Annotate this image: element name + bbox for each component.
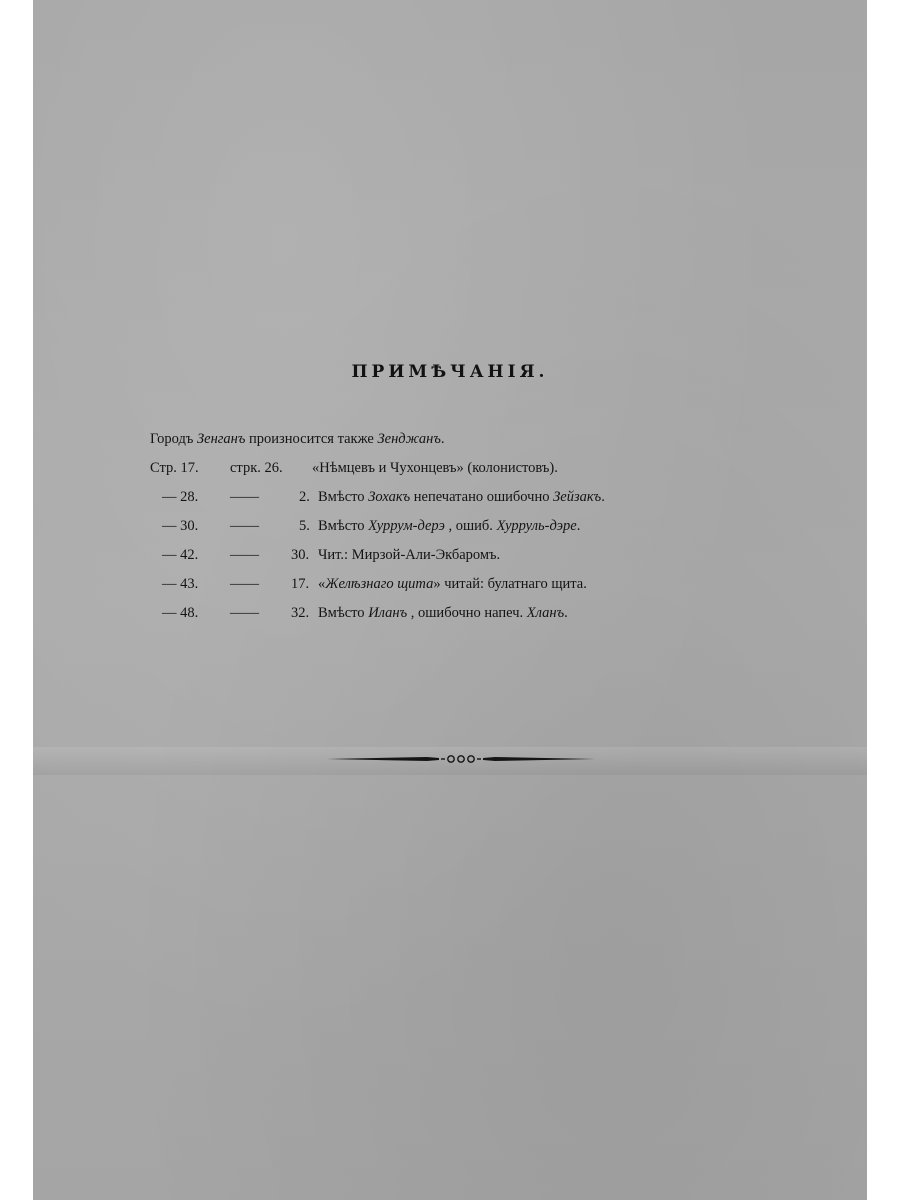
errata-entry xyxy=(150,483,770,512)
scanned-page xyxy=(33,0,867,1200)
errata-entry xyxy=(150,599,770,628)
entry-dash: —— xyxy=(230,547,259,563)
page-title: ПРИМѢЧАНІЯ. xyxy=(351,362,549,382)
entry-line: стрк. 26. xyxy=(230,460,283,476)
errata-entry xyxy=(150,541,770,570)
entry-text: Чит.: Мирзой-Али-Экбаромъ. xyxy=(318,547,501,563)
entry-text: «Нѣмцевъ и Чухонцевъ» (колонистовъ). xyxy=(312,460,558,476)
entry-text: «Желѣзнаго щита» читай: булатнаго щита. xyxy=(318,576,587,592)
entry-page: — 43. xyxy=(162,576,199,592)
errata-entry xyxy=(150,454,770,483)
entry-page: Стр. 17. xyxy=(150,460,199,476)
errata-list xyxy=(150,425,770,628)
intro-text: Городъ Зенганъ произносится также Зенджанъ. xyxy=(150,431,445,447)
entry-dash: —— xyxy=(230,605,259,621)
entry-page: — 48. xyxy=(162,605,199,621)
errata-entry xyxy=(150,570,770,599)
entry-dash: —— xyxy=(230,576,259,592)
entry-text: Вмѣсто Хуррум-дерэ , ошиб. Хурруль-дэре. xyxy=(318,518,581,534)
intro-line xyxy=(150,425,770,454)
entry-dash: —— xyxy=(230,518,259,534)
entry-dash: —— xyxy=(230,489,259,505)
entry-text: Вмѣсто Зохакъ непечатано ошибочно Зейзакъ. xyxy=(318,489,605,505)
entry-line: 30. xyxy=(291,547,310,563)
errata-entry xyxy=(150,512,770,541)
ornamental-divider xyxy=(327,752,595,766)
entry-line: 32. xyxy=(291,605,310,621)
entry-page: — 28. xyxy=(162,489,199,505)
entry-text: Вмѣсто Иланъ , ошибочно напеч. Хланъ. xyxy=(318,605,568,621)
entry-line: 5. xyxy=(299,518,310,534)
entry-page: — 30. xyxy=(162,518,199,534)
entry-page: — 42. xyxy=(162,547,199,563)
entry-line: 2. xyxy=(299,489,310,505)
entry-line: 17. xyxy=(291,576,310,592)
